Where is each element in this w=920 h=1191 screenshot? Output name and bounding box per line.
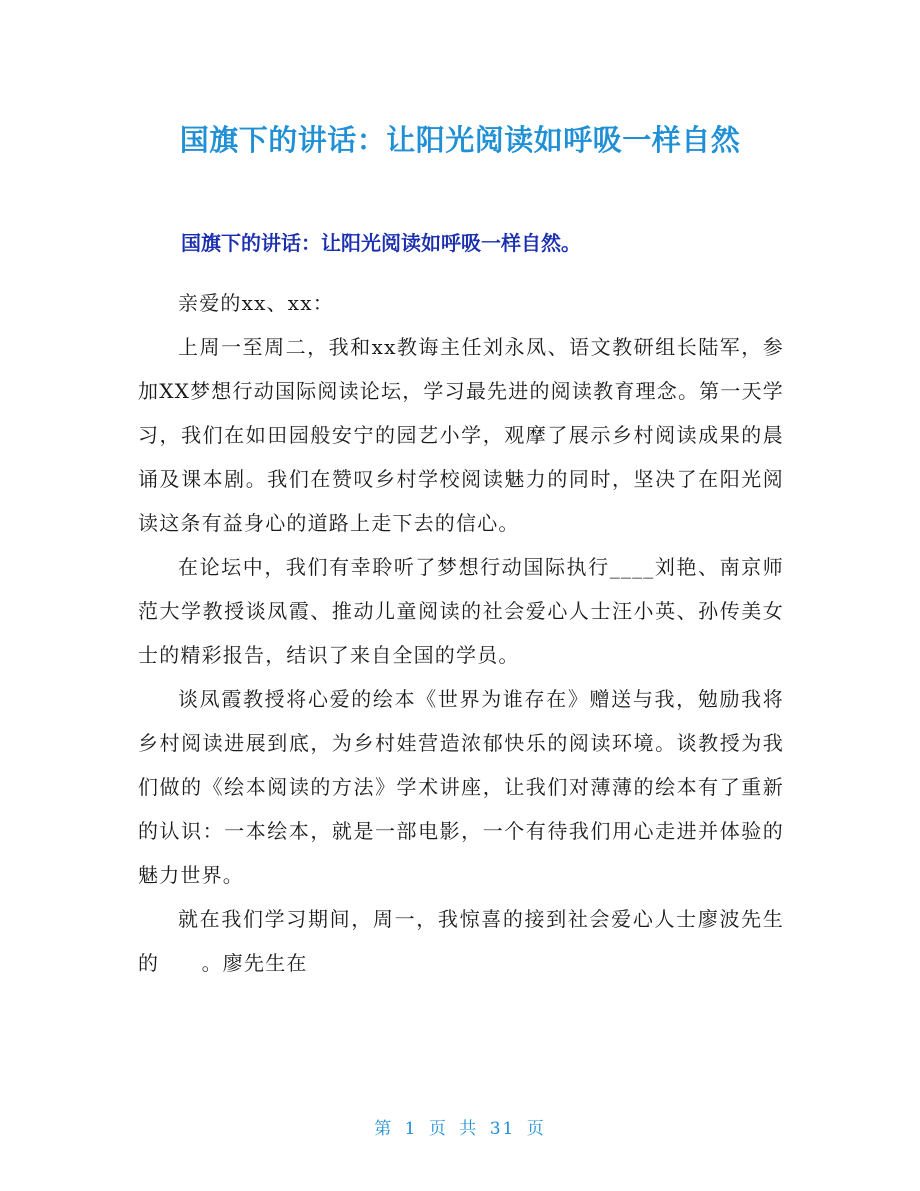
paragraph-greeting: 亲爱的xx、xx：	[178, 291, 334, 315]
paragraph: 谈凤霞教授将心爱的绘本《世界为谁存在》赠送与我，勉励我将乡村阅读进展到底，为乡村娃营造浓郁快乐的阅读环境。谈教授为我们做的《绘本阅读的方法》学术讲座，让我们对薄薄的绘本有了重新的认识：一本绘本，就是一部电影，一个有待我们用心走进并体验的魅力世界。	[138, 687, 784, 887]
page-number-footer: 第 1 页 共 31 页	[374, 1119, 546, 1139]
document-body	[138, 281, 784, 985]
paragraph: 就在我们学习期间，周一，我惊喜的接到社会爱心人士廖波先生的 。廖先生在	[138, 907, 784, 975]
document-subtitle: 国旗下的讲话：让阳光阅读如呼吸一样自然。	[181, 231, 581, 255]
paragraph: 上周一至周二，我和xx教诲主任刘永凤、语文教研组长陆军，参加XX梦想行动国际阅读论坛，学习最先进的阅读教育理念。第一天学习，我们在如田园般安宁的园艺小学，观摩了展示乡村阅读成果的晨诵及课本剧。我们在赞叹乡村学校阅读魅力的同时，坚决了在阳光阅读这条有益身心的道路上走下去的信心。	[138, 335, 784, 535]
document-title: 国旗下的讲话：让阳光阅读如呼吸一样自然	[179, 123, 741, 157]
paragraph: 在论坛中，我们有幸聆听了梦想行动国际执行____刘艳、南京师范大学教授谈凤霞、推动儿童阅读的社会爱心人士汪小英、孙传美女士的精彩报告，结识了来自全国的学员。	[138, 555, 784, 667]
